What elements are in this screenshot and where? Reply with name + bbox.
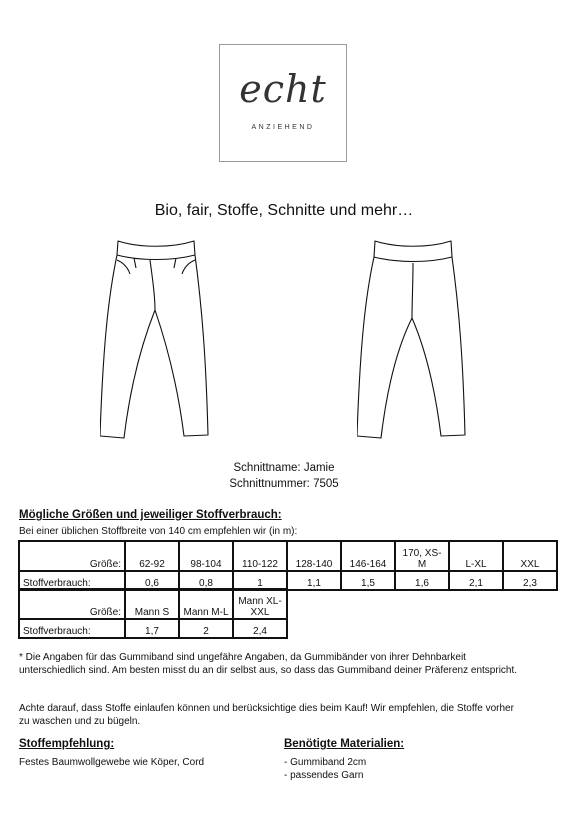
logo-subtitle: ANZIEHEND: [251, 124, 315, 131]
size-table-main: [18, 540, 558, 591]
size-cell: 98-104: [179, 541, 233, 571]
trousers-front-illustration: [100, 238, 212, 443]
brand-logo: [219, 44, 347, 162]
materials-list: [284, 757, 366, 782]
table-row: [19, 589, 287, 619]
sizes-heading: Mögliche Größen und jeweiliger Stoffverbrauch:: [19, 509, 282, 521]
pattern-info: [0, 460, 568, 492]
elastic-note: * Die Angaben für das Gummiband sind ungefähre Angaben, da Gummibänder von ihrer Dehnbarkeit unterschiedlich sind. Am besten misst du an dir selbst aus, so dass das Gummiband deiner Präferenz entspricht.: [19, 652, 518, 676]
fabric-heading: Stoffempfehlung:: [19, 738, 115, 750]
size-table-men: [18, 588, 288, 639]
size-cell: Mann M-L: [179, 589, 233, 619]
usage-cell: 0,6: [125, 571, 179, 590]
table-row: [19, 619, 287, 638]
usage-cell: 2,3: [503, 571, 557, 590]
size-cell: Mann S: [125, 589, 179, 619]
usage-cell: 1,7: [125, 619, 179, 638]
fabric-text: Festes Baumwollgewebe wie Köper, Cord: [19, 757, 205, 768]
usage-cell: 1,6: [395, 571, 449, 590]
size-cell: Mann XL-XXL: [233, 589, 287, 619]
pattern-name: Schnittname: Jamie: [233, 462, 335, 474]
size-cell: XXL: [503, 541, 557, 571]
usage-cell: 1: [233, 571, 287, 590]
size-cell: 110-122: [233, 541, 287, 571]
size-cell: 128-140: [287, 541, 341, 571]
size-row-label: Größe:: [19, 589, 125, 619]
size-cell: 62-92: [125, 541, 179, 571]
usage-cell: 2,1: [449, 571, 503, 590]
usage-cell: 1,1: [287, 571, 341, 590]
materials-heading: Benötigte Materialien:: [284, 738, 405, 750]
materials-item: - Gummiband 2cm: [284, 757, 367, 768]
usage-row-label: Stoffverbrauch:: [19, 619, 125, 638]
logo-script-text: echt: [239, 67, 327, 111]
size-cell: L-XL: [449, 541, 503, 571]
tagline: Bio, fair, Stoffe, Schnitte und mehr…: [154, 202, 414, 219]
size-row-label: Größe:: [19, 541, 125, 571]
usage-row-label: Stoffverbrauch:: [19, 571, 125, 590]
materials-item: - passendes Garn: [284, 769, 364, 781]
size-cell: 146-164: [341, 541, 395, 571]
usage-cell: 2,4: [233, 619, 287, 638]
wash-note: Achte darauf, dass Stoffe einlaufen können und berücksichtige dies beim Kauf! Wir empfehlen, die Stoffe vorher zu waschen und zu bügeln.: [19, 703, 514, 727]
usage-cell: 0,8: [179, 571, 233, 590]
pattern-number: Schnittnummer: 7505: [229, 478, 339, 490]
usage-cell: 2: [179, 619, 233, 638]
size-cell: 170, XS-M: [395, 541, 449, 571]
table-row: [19, 541, 557, 571]
usage-cell: 1,5: [341, 571, 395, 590]
sizes-intro: Bei einer üblichen Stoffbreite von 140 cm empfehlen wir (in m):: [19, 526, 298, 537]
trousers-back-illustration: [357, 238, 469, 443]
